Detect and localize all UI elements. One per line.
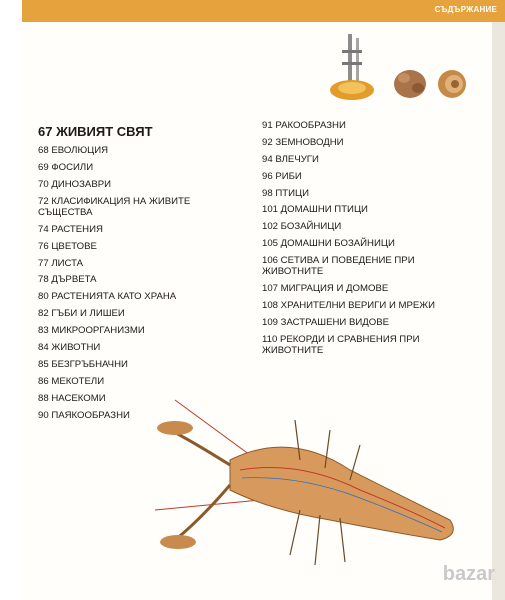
page-header-title: СЪДЪРЖАНИЕ xyxy=(434,5,497,14)
contents-entry: 85 БЕЗГРЪБНАЧНИ xyxy=(38,358,128,370)
contents-entry: 84 ЖИВОТНИ xyxy=(38,342,101,353)
header-band xyxy=(22,0,505,22)
contents-entry: 83 МИКРООРГАНИЗМИ xyxy=(38,325,145,337)
contents-entry: 91 РАКООБРАЗНИ xyxy=(262,120,346,131)
contents-entry: 74 РАСТЕНИЯ xyxy=(38,223,103,235)
contents-entry: 106 СЕТИВА И ПОВЕДЕНИЕ ПРИ ЖИВОТНИТЕ xyxy=(262,255,415,278)
contents-list-right xyxy=(262,120,472,356)
contents-entry: 72 КЛАСИФИКАЦИЯ НА ЖИВИТЕ СЪЩЕСТВА xyxy=(38,195,191,218)
contents-entry: 69 ФОСИЛИ xyxy=(38,161,94,173)
contents-entry: 68 ЕВОЛЮЦИЯ xyxy=(38,145,109,156)
watermark: bazar xyxy=(442,563,495,585)
ammonite-illustration xyxy=(438,70,466,98)
contents-entry: 108 ХРАНИТЕЛНИ ВЕРИГИ И МРЕЖИ xyxy=(262,300,436,312)
crayfish-illustration xyxy=(150,390,480,590)
contents-entry: 76 ЦВЕТОВЕ xyxy=(38,240,97,252)
contents-entry: 98 ПТИЦИ xyxy=(262,187,309,199)
contents-entry: 105 ДОМАШНИ БОЗАЙНИЦИ xyxy=(262,238,395,250)
contents-entry: 82 ГЪБИ И ЛИШЕИ xyxy=(38,308,125,320)
rock-illustration xyxy=(394,70,426,98)
contents-entry: 86 МЕКОТЕЛИ xyxy=(38,375,105,387)
page-edge xyxy=(492,22,505,600)
oil-rig-illustration xyxy=(330,34,374,100)
contents-right-column xyxy=(262,120,472,362)
contents-entry: 109 ЗАСТРАШЕНИ ВИДОВЕ xyxy=(262,317,390,328)
contents-entry: 78 ДЪРВЕТА xyxy=(38,274,97,286)
contents-entry: 70 ДИНОЗАВРИ xyxy=(38,178,112,190)
contents-entry: 92 ЗЕМНОВОДНИ xyxy=(262,136,344,148)
contents-entry: 102 БОЗАЙНИЦИ xyxy=(262,221,342,233)
contents-entry: 80 РАСТЕНИЯТА КАТО ХРАНА xyxy=(38,291,177,303)
section-title: 67 ЖИВИЯТ СВЯТ xyxy=(38,124,153,139)
contents-left-column xyxy=(38,124,248,426)
contents-entry: 96 РИБИ xyxy=(262,170,302,182)
contents-entry: 101 ДОМАШНИ ПТИЦИ xyxy=(262,204,368,216)
contents-entry: 88 НАСЕКОМИ xyxy=(38,392,106,404)
contents-entry: 77 ЛИСТА xyxy=(38,257,84,269)
contents-list-left xyxy=(38,145,248,421)
contents-entry: 90 ПАЯКООБРАЗНИ xyxy=(38,409,130,421)
contents-entry: 110 РЕКОРДИ И СРАВНЕНИЯ ПРИ ЖИВОТНИТЕ xyxy=(262,333,420,357)
contents-entry: 94 ВЛЕЧУГИ xyxy=(262,153,319,165)
header-illustrations xyxy=(330,26,470,106)
contents-entry: 107 МИГРАЦИЯ И ДОМОВЕ xyxy=(262,283,389,295)
